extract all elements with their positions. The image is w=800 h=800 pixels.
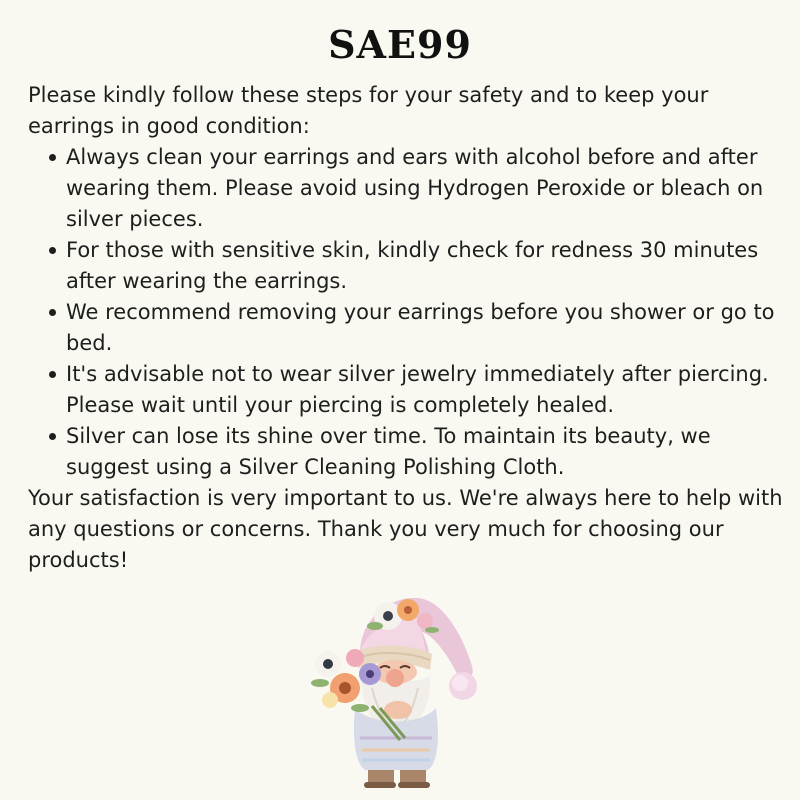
list-item: For those with sensitive skin, kindly check for redness 30 minutes after wearing the earrings. — [66, 235, 788, 297]
care-steps-list — [28, 142, 788, 483]
list-item: We recommend removing your earrings before you shower or go to bed. — [66, 297, 788, 359]
closing-text: Your satisfaction is very important to us. We're always here to help with any questions or concerns. Thank you very much for choosing our products! — [28, 486, 783, 572]
intro-text: Please kindly follow these steps for your safety and to keep your earrings in good condition: — [28, 83, 709, 138]
list-item: Silver can lose its shine over time. To maintain its beauty, we suggest using a Silver Cleaning Polishing Cloth. — [66, 421, 788, 483]
list-item: Always clean your earrings and ears with alcohol before and after wearing them. Please avoid using Hydrogen Peroxide or bleach on silver pieces. — [66, 142, 788, 235]
page-title: SAE99 — [328, 22, 472, 67]
gnome-with-flowers-icon — [300, 588, 490, 793]
instructions-body — [28, 80, 788, 576]
list-item: It's advisable not to wear silver jewelry immediately after piercing. Please wait until your piercing is completely healed. — [66, 359, 788, 421]
